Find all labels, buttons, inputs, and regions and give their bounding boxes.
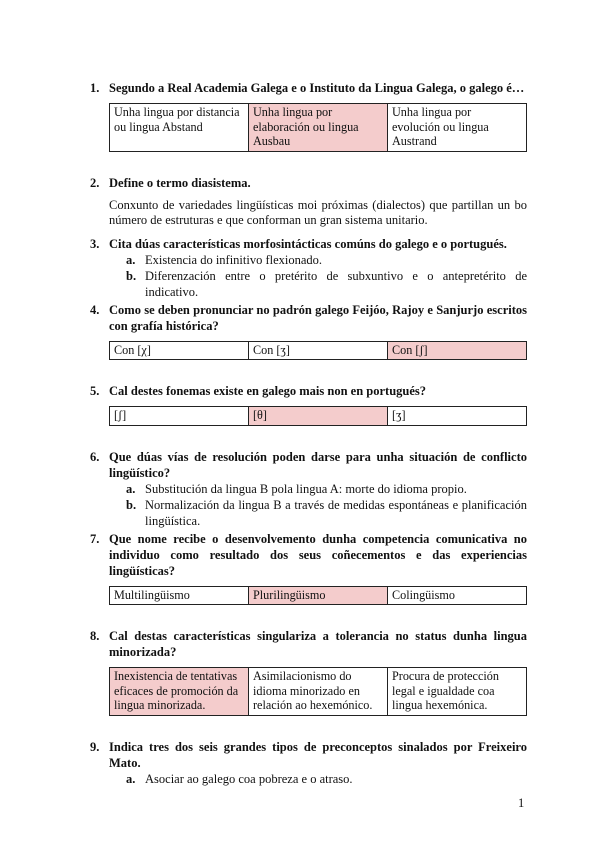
item-text: Substitución da lingua B pola lingua A: morte do idioma propio. <box>145 481 467 496</box>
question-number: 3. <box>90 236 100 251</box>
question-9 <box>90 739 527 771</box>
item-letter: b. <box>126 268 137 283</box>
question-text: Cal destas características singulariza a tolerancia no status dunha lingua minorizada? <box>109 629 527 659</box>
question-number: 8. <box>90 629 100 643</box>
option[interactable]: Colingüismo <box>388 586 527 605</box>
item-letter: a. <box>126 771 136 786</box>
options-table-8 <box>109 667 527 716</box>
question-4 <box>90 302 527 334</box>
question-8 <box>90 628 527 660</box>
option-selected[interactable]: Unha lingua por elaboración ou lingua Ausbau <box>249 104 388 152</box>
option-selected[interactable]: Inexistencia de tentativas eficaces de promoción da lingua minorizada. <box>110 668 249 716</box>
question-number: 9. <box>90 739 100 754</box>
question-text: Segundo a Real Academia Galega e o Instituto da Lingua Galega, o galego é… <box>109 81 525 95</box>
options-table-4 <box>109 341 527 361</box>
item-text: Diferenzación entre o pretérito de subxuntivo e o antepretérito de indicativo. <box>145 268 527 299</box>
page-number: 1 <box>518 796 525 810</box>
question-text: Como se deben pronunciar no padrón galego Feijóo, Rajoy e Sanjurjo escritos con grafía histórica? <box>109 302 527 333</box>
question-number: 7. <box>90 531 100 546</box>
question-text: Define o termo diasistema. <box>109 175 251 190</box>
question-text: Que nome recibe o desenvolvemento dunha competencia comunicativa no individuo como resultado dos seus coñecementos e das experiencias lingüísticas? <box>109 531 527 578</box>
question-number: 1. <box>90 81 100 95</box>
options-table-5 <box>109 406 527 426</box>
option[interactable]: Con [χ] <box>110 341 249 360</box>
item-letter: b. <box>126 497 137 512</box>
question-1 <box>90 80 527 96</box>
option[interactable]: Unha lingua por evolución ou lingua Austrand <box>388 104 527 152</box>
item-text: Existencia do infinitivo flexionado. <box>145 252 323 267</box>
question-5 <box>90 383 527 399</box>
question-3 <box>90 236 527 252</box>
question-2 <box>90 175 527 191</box>
option-selected[interactable]: Plurilingüismo <box>249 586 388 605</box>
option-selected[interactable]: Con [ʃ] <box>388 341 527 360</box>
item-text: Normalización da lingua B a través de medidas espontáneas e planificación lingüística. <box>145 497 527 528</box>
option[interactable]: Con [ʒ] <box>249 341 388 360</box>
question-text: Cal destes fonemas existe en galego mais non en portugués? <box>109 384 427 398</box>
question-number: 5. <box>90 384 100 398</box>
question-text: Cita dúas características morfosintácticas comúns do galego e o portugués. <box>109 236 507 251</box>
option[interactable]: Procura de protección legal e igualdade coa lingua hexemónica. <box>388 668 527 716</box>
option[interactable]: Asimilacionismo do idioma minorizado en relación ao hexemónico. <box>249 668 388 716</box>
question-number: 2. <box>90 175 100 190</box>
options-table-7 <box>109 586 527 606</box>
item-letter: a. <box>126 252 136 267</box>
item-letter: a. <box>126 481 136 496</box>
question-7 <box>90 531 527 579</box>
answer-item <box>126 481 527 497</box>
option[interactable]: Multilingüismo <box>110 586 249 605</box>
option[interactable]: [ʃ] <box>110 407 249 426</box>
options-table-1 <box>109 103 527 152</box>
question-6 <box>90 449 527 481</box>
question-text: Que dúas vías de resolución poden darse para unha situación de conflicto lingüístico? <box>109 449 527 480</box>
question-number: 4. <box>90 302 100 317</box>
option-selected[interactable]: [θ] <box>249 407 388 426</box>
answer-item <box>126 268 527 300</box>
option[interactable]: [ʒ] <box>388 407 527 426</box>
answer-item <box>126 252 527 268</box>
question-text: Indica tres dos seis grandes tipos de preconceptos sinalados por Freixeiro Mato. <box>109 739 527 770</box>
answer-text: Conxunto de variedades lingüísticas moi próximas (dialectos) que partillan un bo número de estruturas e que conforman un gran sistema unitario. <box>109 197 527 227</box>
answer-item <box>126 771 527 787</box>
question-number: 6. <box>90 449 100 464</box>
option[interactable]: Unha lingua por distancia ou lingua Abstand <box>110 104 249 152</box>
item-text: Asociar ao galego coa pobreza e o atraso. <box>145 771 353 786</box>
answer-item <box>126 497 527 529</box>
